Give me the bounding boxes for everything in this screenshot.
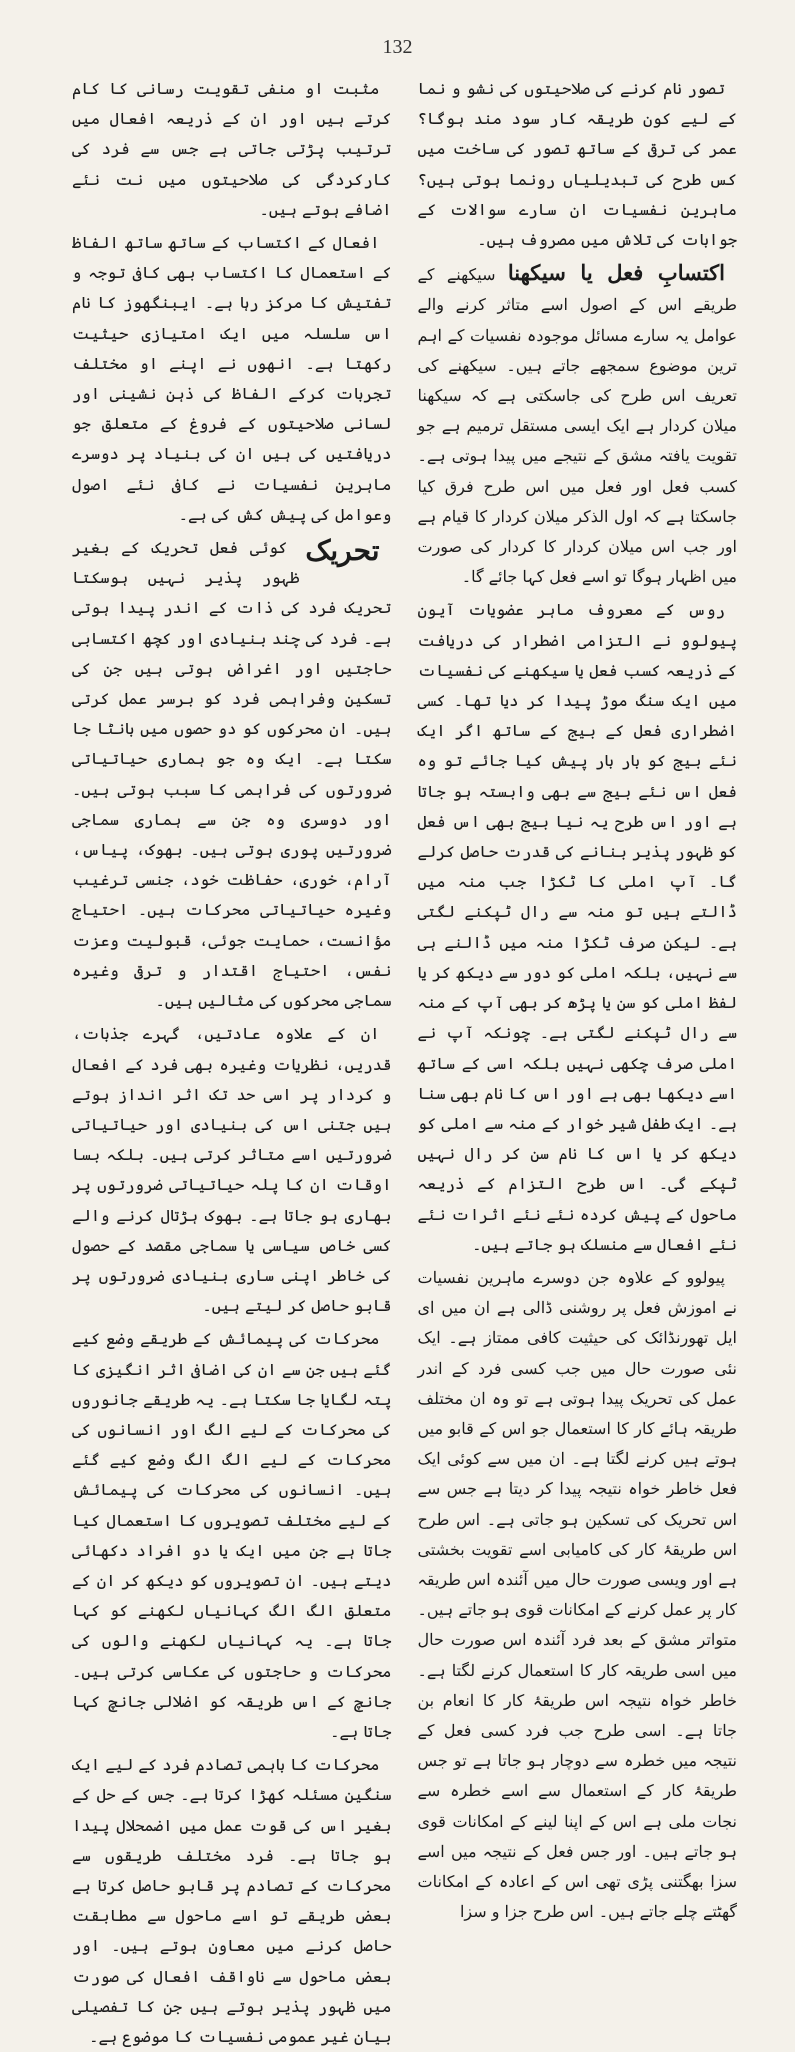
paragraph: تحریک کوئی فعل تحریک کے بغیر ظہور پذیر نہیں ہوسکتا تحریک فرد کی ذات کے اندر پیدا ہوتی ہے۔ فرد کی چند بنیادی اور کچھ اکتسابی حاجتیں اور اغراض ہوتی ہیں جن کی تسکین وفراہمی فرد کو برسر عمل کرتی ہیں۔ ان محرکوں کو دو حصوں میں بانٹا جا سکتا ہے۔ ایک وہ جو ہماری حیاتیاتی ضرورتوں کی فراہمی کا سبب ہوتی ہیں۔ اور دوسری وہ جن سے ہماری سماجی ضرورتیں پوری ہوتی ہیں۔ بھوک، پیاس، آرام، خوری، حفاظت خود، جنسی ترغیب وغیرہ حیاتیاتی محرکات ہیں۔ احتیاج مؤانست، حمایت جوئی، قبولیت وعزت نفس، احتیاج اقتدار و ترقی وغیرہ سماجی محرکوں کی مثالیں ہیں۔ [72, 534, 392, 1011]
section-heading: اکتسابِ فعل یا سیکھنا [507, 260, 725, 286]
text-columns [72, 74, 737, 2046]
paragraph: اکتسابِ فعل یا سیکھنا سیکھنے کے طریقے اس کے اصول اسے متاثر کرنے والے عوامل یہ سارے مسائل موجودہ نفسیات کے اہم ترین موضوع سمجھے جاتے ہیں۔ سیکھنے کی تعریف اس طرح کی جاسکتی ہے کہ سیکھنا میلان کردار ہے ایک ایسی مستقل ترمیم ہے جو تقویت یافتہ مشق کے نتیجے میں پیدا ہوتی ہے۔ کسب فعل اور فعل میں اس طرح فرق کیا جاسکتا ہے کہ اول الذکر میلان کردار کا قیام ہے اور جب اس میلان کردار کا کردار کی صورت میں اظہار ہوگا تو اسے فعل کہا جائے گا۔ [417, 260, 737, 587]
right-column [417, 74, 738, 1922]
paragraph: ان کے علاوہ عادتیں، گہرے جذبات، قدریں، نظریات وغیرہ بھی فرد کے افعال و کردار پر اسی حد تک اثر انداز ہوتے ہیں جتنی اس کی بنیادی اور حیاتیاتی ضرورتیں اسے متاثر کرتی ہیں۔ بلکہ بسا اوقات ان کا پلہ حیاتیاتی ضرورتوں پر بھاری ہو جاتا ہے۔ بھوک ہڑتال کرنے والے کسی خاص سیاسی یا سماجی مقصد کے حصول کی خاطر اپنی ساری بنیادی ضرورتوں پر قابو حاصل کر لیتے ہیں۔ [72, 1024, 392, 1316]
paragraph: روس کے معروف ماہر عضویات آیون پیولوو نے التزامی اضطرار کی دریافت کے ذریعہ کسب فعل یا سیکھنے کی نفسیات میں ایک سنگ موڑ پیدا کر دیا تھا۔ کسی اضطراری فعل کے بیج کے ساتھ اگر ایک نئے بیج کو بار بار پیش کیا جائے تو وہ فعل اس نئے بیج سے بھی وابستہ ہو جاتا ہے اور اس طرح یہ نیا بیج بھی اس فعل کو ظہور پذیر بنانے کی قدرت حاصل کرلے گا۔ آپ املی کا ٹکڑا جب منہ میں ڈالتے ہیں تو منہ سے رال ٹپکنے لگتی ہے۔ لیکن صرف ٹکڑا منہ میں ڈالنے ہی سے نہیں، بلکہ املی کو دور سے دیکھ کر یا لفظ املی کو سن یا پڑھ کر بھی آپ کے منہ سے رال ٹپکنے لگتی ہے۔ چونکہ آپ نے املی صرف چکھی نہیں بلکہ اسی کے ساتھ اسے دیکھا بھی ہے اور اس کا نام بھی سنا ہے۔ ایک طفل شیر خوار کے منہ سے املی کو دیکھ کر یا اس کا نام سن کر رال نہیں ٹپکے گی۔ اس طرح التزام کے ذریعہ ماحول کے پیش کردہ نئے نئے اثرات نئے نئے افعال سے منسلک ہو جاتے ہیں۔ [417, 600, 737, 1254]
paragraph: پیولوو کے علاوہ جن دوسرے ماہرین نفسیات نے اموزش فعل پر روشنی ڈالی ہے ان میں ای ایل تھورنڈائک کی حیثیت کافی ممتاز ہے۔ ایک نئی صورت حال میں جب کسی فرد کے اندر عمل کی تحریک پیدا ہوتی ہے تو وہ ان مختلف طریقہ ہائے کار کا استعمال جو اس کے قابو میں ہوتے ہیں کرنے لگتا ہے۔ ان میں سے کوئی ایک فعل خاطر خواہ نتیجہ پیدا کر دیتا ہے جس سے اس تحریک کی تسکین ہو جاتی ہے۔ اس طرح اس طریقۂ کار کی کامیابی اسے تقویت بخشتی ہے اور ویسی صورت حال میں آئندہ اس طریقہ کار پر عمل کرنے کے امکانات قوی ہو جاتے ہیں۔ متواتر مشق کے بعد فرد آئندہ اس صورت حال میں اسی طریقہ کار کا استعمال کرنے لگتا ہے۔ خاطر خواہ نتیجہ اس طریقۂ کار کا انعام بن جاتا ہے۔ اسی طرح جب فرد کسی فعل کے نتیجہ میں خطرہ سے دوچار ہو جاتا ہے تو جس طریقۂ کار کے استعمال سے اسے خطرہ سے نجات ملی ہے اس کے اپنا لینے کے امکانات قوی ہو جاتے ہیں۔ اور جس فعل کے نتیجہ میں اسے سزا بھگتنی پڑی تھی اس کے اعادہ کے امکانات گھٹتے چلے جاتے ہیں۔ اس طرح جزا و سزا [417, 1267, 737, 1922]
page-number: 132 [382, 36, 413, 58]
section-heading: تحریک [305, 534, 380, 568]
paragraph: افعال کے اکتساب کے ساتھ ساتھ الفاظ کے استعمال کا اکتساب بھی کافی توجہ و تفتیش کا مرکز رہا ہے۔ ایبنگھوز کا نام اس سلسلہ میں ایک امتیازی حیثیت رکھتا ہے۔ انھوں نے اپنے او مختلف تجربات کرکے الفاظ کی ذہن نشینی اور لسانی صلاحیتوں کے فروغ کے متعلق جو دریافتیں کی ہیں ان کی بنیاد پر دوسرے ماہرین نفسیات نے کافی نئے اصول وعوامل کی پیش کش کی ہے۔ [72, 233, 392, 524]
paragraph: مثبت او منفی تقویت رسانی کا کام کرتے ہیں اور ان کے ذریعہ افعال میں ترتیب پڑتی جاتی ہے جس سے فرد کی کارکردگی کی صلاحیتوں میں نت نئے اضافے ہوتے ہیں۔ [72, 79, 392, 219]
paragraph: محرکات کا باہمی تصادم فرد کے لیے ایک سنگین مسئلہ کھڑا کرتا ہے۔ جس کے حل کے بغیر اس کی قوت عمل میں اضمحلال پیدا ہو جاتا ہے۔ فرد مختلف طریقوں سے محرکات کے تصادم پر قابو حاصل کرتا ہے بعض طریقے تو اسے ماحول سے مطابقت حاصل کرنے میں معاون ہوتے ہیں۔ اور بعض ماحول سے ناواقف افعال کی صورت میں ظہور پذیر ہوتے ہیں جن کا تفصیلی بیان غیر عمومی نفسیات کا موضوع ہے۔ [72, 1755, 392, 2046]
paragraph: محرکات کی پیمائش کے طریقے وضع کیے گئے ہیں جن سے ان کی اضافی اثر انگیزی کا پتہ لگایا جا سکتا ہے۔ یہ طریقے جانوروں کی محرکات کے لیے الگ اور انسانوں کی محرکات کے لیے الگ الگ وضع کیے گئے ہیں۔ انسانوں کی محرکات کی پیمائش کے لیے مختلف تصویروں کا استعمال کیا جاتا ہے جن میں ایک یا دو افراد دکھائی دیتے ہیں۔ ان تصویروں کو دیکھ کر ان کے متعلق الگ الگ کہانیاں لکھنے کو کہا جاتا ہے۔ یہ کہانیاں لکھنے والوں کی محرکات و حاجتوں کی عکاسی کرتی ہیں۔ جانچ کے اس طریقہ کو اضلالی جانچ کہا جاتا ہے۔ [72, 1329, 392, 1741]
paragraph: تصور نام کرنے کی صلاحیتوں کی نشو و نما کے لیے کون طریقہ کار سود مند ہوگا؟ عمر کی ترقی کے ساتھ تصور کی ساخت میں کس طرح کی تبدیلیاں رونما ہوتی ہیں؟ ماہرین نفسیات ان سارے سوالات کے جوابات کی تلاش میں مصروف ہیں۔ [417, 79, 737, 250]
left-column [72, 74, 392, 2046]
